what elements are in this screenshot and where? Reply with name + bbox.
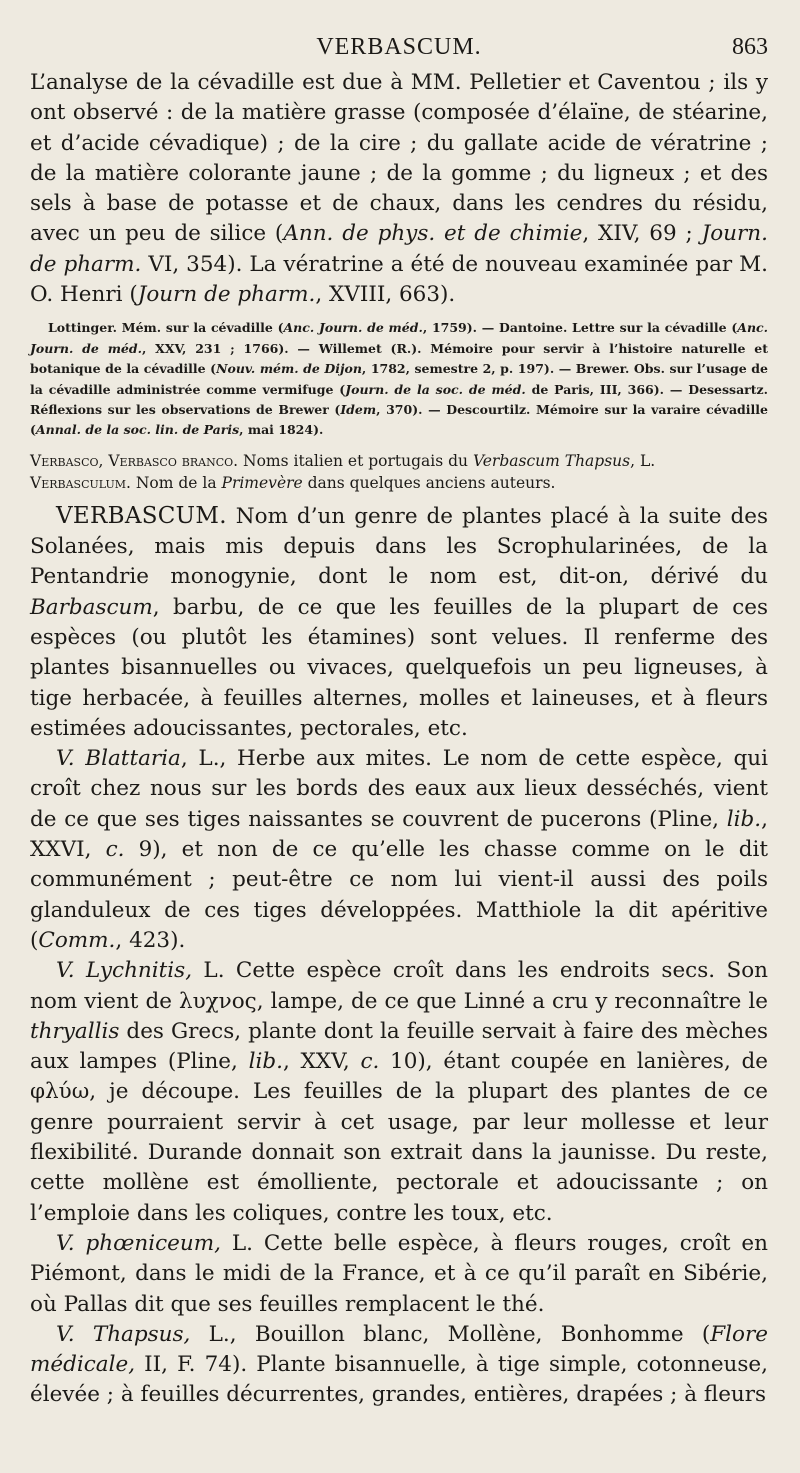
citation: Journ de pharm.	[137, 282, 316, 308]
biblio-citation: Anc. Journ. de méd.	[283, 320, 423, 336]
entry-blattaria	[30, 744, 768, 956]
page-content	[30, 34, 768, 1411]
entry-text: , XXV,	[282, 1049, 361, 1075]
paragraph-text: VI, 354). La vératrine a été de nouveau examinée par M. O. Henri (	[30, 251, 769, 308]
citation: Primevère	[221, 473, 303, 492]
entry-verbascum	[30, 501, 768, 744]
paragraph-text: , XVIII, 663).	[315, 282, 456, 308]
entry-text: 10), étant coupée en lanières, de φλύω, je découpe. Les feuilles de la plupart des plantes de ce genre pourraient servir à cet usage, par leur mollesse et leur flexibilité. Durande donnait son extrait dans la jaunisse. Du reste, cette mollène est émolliente, pectorale et adoucissante ; on l’emploie dans les coliques, contre les toux, etc.	[30, 1049, 769, 1226]
biblio-text: , 370). — Descourtilz. Mémoire sur la varaire cévadille (	[30, 402, 768, 438]
biblio-text: de Paris, III, 366). — Desessartz. Réflexions sur les observations de Brewer (	[30, 381, 768, 417]
species-name: V. phœniceum,	[56, 1230, 221, 1256]
citation: Flore médicale,	[30, 1321, 769, 1378]
entry-text: II, F. 74). Plante bisannuelle, à tige simple, cotonneuse, élevée ; à feuilles décurrentes, grandes, entières, drapées ; à fleurs	[30, 1352, 768, 1408]
entry-verbasco	[30, 450, 768, 472]
paragraph-text: , XIV, 69 ;	[582, 221, 702, 247]
biblio-citation: Idem	[340, 402, 377, 417]
entry-text: , barbu, de ce que les feuilles de la plupart de ces espèces (ou plutôt les étamines) sont velues. Il renferme des plantes bisannuelles ou vivaces, quelquefois un peu ligneuses, à tige herbacée, à feuilles alternes, molles et laineuses, et à fleurs estimées adoucissantes, pectorales, etc.	[30, 594, 768, 741]
entry-text: , L.	[630, 451, 656, 470]
entry-text: des Grecs, plante dont la feuille servait à faire des mèches aux lampes (Pline,	[30, 1018, 768, 1075]
entry-verbasculum	[30, 472, 768, 494]
species-name: V. Lychnitis,	[56, 958, 193, 984]
citation: Barbascum	[30, 594, 153, 620]
page-number: 863	[732, 34, 768, 60]
entry-text: L. Cette belle espèce, à fleurs rouges, croît en Piémont, dans le midi de la France, et à ce qu’il paraît en Sibérie, où Pallas dit que ses feuilles remplacent le thé.	[30, 1230, 768, 1317]
citation: Ann. de phys. et de chimie	[283, 221, 583, 247]
species-name: V. Thapsus,	[56, 1321, 191, 1347]
biblio-citation: Annal. de la soc. lin. de Paris	[35, 422, 240, 438]
citation: Verbascum Thapsus	[472, 451, 631, 470]
citation: lib.	[248, 1049, 283, 1075]
biblio-text: , XXV, 231 ; 1766). — Willemet (R.). Mémoire pour servir à l’histoire naturelle et botanique de la cévadille (	[30, 340, 768, 377]
entry-text: , 423).	[115, 927, 186, 953]
running-head: VERBASCUM.	[316, 34, 482, 60]
entry-text: 9), et non de ce qu’elle les chasse comme on le dit communément ; peut-être ce nom lui vient-il aussi des poils glanduleux de ces tiges développées. Matthiole la dit apéritive (	[30, 837, 768, 953]
biblio-citation: Anc. Journ. de méd.	[30, 320, 768, 356]
entry-thapsus	[30, 1320, 768, 1411]
biblio-text: , mai 1824).	[239, 422, 324, 438]
citation: lib.	[726, 806, 762, 832]
paragraph-text: L’analyse de la cévadille est due à MM. Pelletier et Caventou ; ils y ont observé : de la matière grasse (composée d’élaïne, de stéarine, et d’acide cévadique) ; de la cire ; du gallate acide de vératrine ; de la matière colorante jaune ; de la gomme ; du ligneux ; et des sels à base de potasse et de chaux, dans les cendres du résidu, avec un peu de silice (	[30, 70, 768, 247]
entry-text: , XXVI,	[30, 806, 768, 863]
entry-term: Verbasco, Verbasco branco.	[30, 451, 239, 470]
biblio-text: , 1782, semestre 2, p. 197). — Brewer. Obs. sur l’usage de la cévadille administrée comme vermifuge (	[30, 361, 768, 397]
entry-text: , L., Herbe aux mites. Le nom de cette espèce, qui croît chez nous sur les bords des eaux aux lieux desséchés, vient de ce que ses tiges naissantes se couvrent de pucerons (Pline,	[30, 746, 768, 832]
entry-text: dans quelques anciens auteurs.	[302, 473, 556, 492]
page-header	[30, 34, 768, 68]
citation: Journ. de pharm.	[30, 221, 768, 277]
biblio-citation: Nouv. mém. de Dijon	[216, 361, 362, 377]
citation: Comm.	[38, 927, 116, 953]
species-name: V. Blattaria	[56, 746, 181, 772]
entry-phoeniceum	[30, 1229, 768, 1320]
entry-text: L., Bouillon blanc, Mollène, Bonhomme (	[190, 1321, 711, 1347]
biblio-text: , 1759). — Dantoine. Lettre sur la cévadille (	[422, 320, 738, 336]
citation: thryallis	[30, 1018, 120, 1044]
entry-headword: VERBASCUM.	[56, 502, 227, 529]
biblio-citation: Journ. de la soc. de méd.	[345, 381, 526, 397]
biblio-text: Lottinger. Mém. sur la cévadille (	[48, 320, 284, 336]
bibliography-cevadille	[30, 318, 768, 440]
paragraph-cevadille	[30, 68, 768, 310]
entry-text: L. Cette espèce croît dans les endroits secs. Son nom vient de λυχνος, lampe, de ce que Linné a cru y reconnaître le	[30, 958, 768, 1014]
citation: c.	[360, 1049, 380, 1075]
citation: c.	[105, 837, 125, 863]
entry-term: Verbasculum.	[30, 473, 131, 492]
entry-text: Noms italien et portugais du	[238, 451, 473, 470]
entry-text: Nom d’un genre de plantes placé à la suite des Solanées, mais mis depuis dans les Scrophularinées, de la Pentandrie monogynie, dont le nom est, dit-on, dérivé du	[30, 503, 768, 590]
entry-text: Nom de la	[130, 473, 222, 492]
entry-lychnitis	[30, 956, 768, 1229]
